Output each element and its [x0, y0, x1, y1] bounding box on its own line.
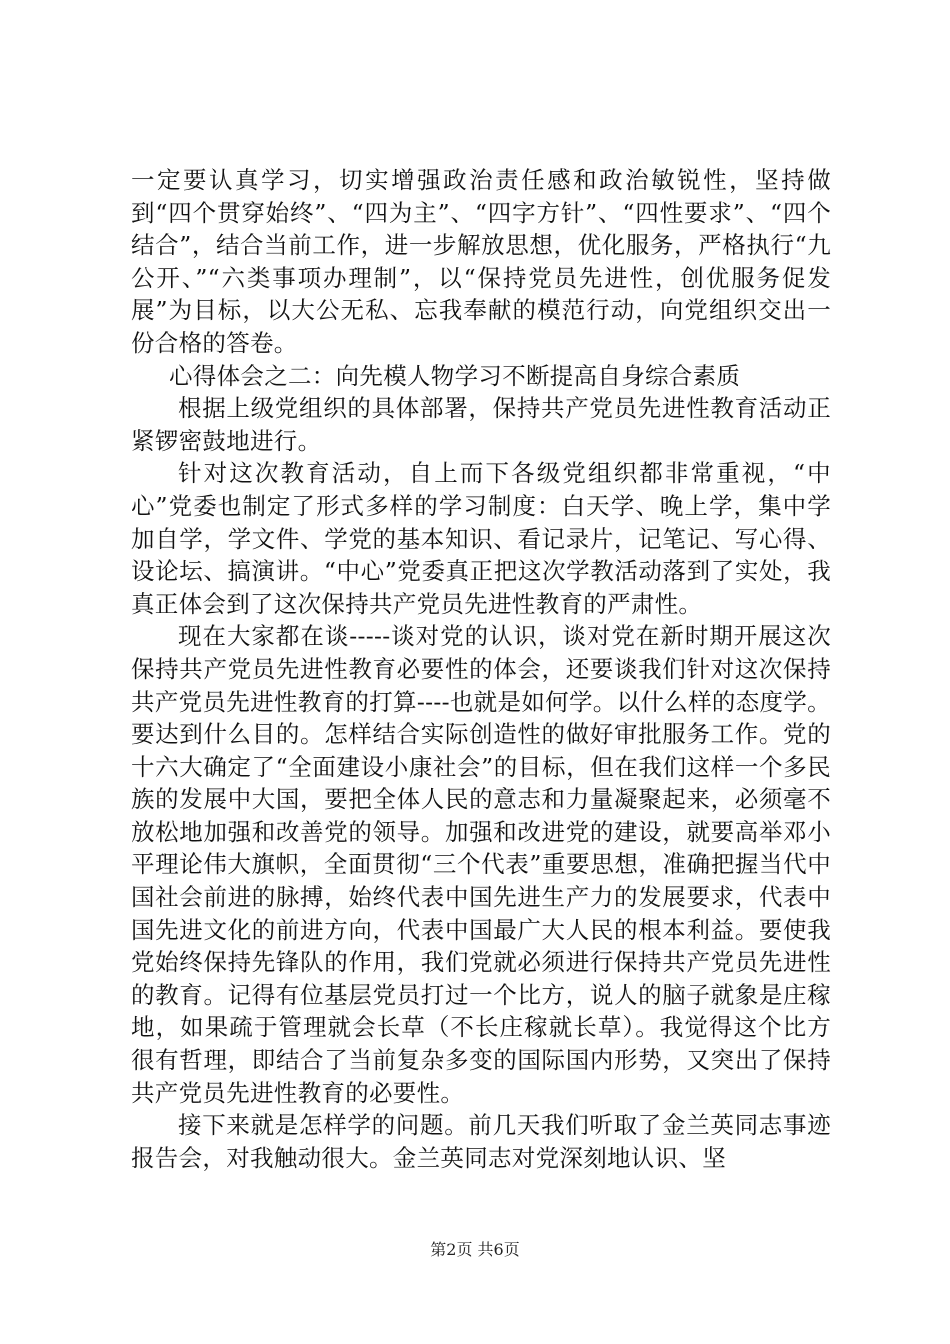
section-heading: 心得体会之二：向先模人物学习不断提高自身综合素质 [169, 361, 741, 390]
document-body [131, 164, 831, 1174]
page-number-footer: 第2页 共6页 [430, 1240, 520, 1259]
paragraph: 接下来就是怎样学的问题。前几天我们听取了金兰英同志事迹报告会，对我触动很大。金兰英同志对党深刻地认识、坚 [131, 1111, 831, 1172]
paragraph: 现在大家都在谈-----谈对党的认识，谈对党在新时期开展这次保持共产党员先进性教育必要性的体会，还要谈我们针对这次保持共产党员先进性教育的打算----也就是如何学。以什么样的态度学。要达到什么目的。怎样结合实际创造性的做好审批服务工作。党的十六大确定了“全面建设小康社会”的目标，但在我们这样一个多民族的发展中大国，要把全体人民的意志和力量凝聚起来，必须毫不放松地加强和改善党的领导。加强和改进党的建设，就要高举邓小平理论伟大旗帜，全面贯彻“三个代表”重要思想，准确把握当代中国社会前进的脉搏，始终代表中国先进生产力的发展要求，代表中国先进文化的前进方向，代表中国最广大人民的根本利益。要使我党始终保持先锋队的作用，我们党就必须进行保持共产党员先进性的教育。记得有位基层党员打过一个比方，说人的脑子就象是庄稼地，如果疏于管理就会长草（不长庄稼就长草）。我觉得这个比方很有哲理，即结合了当前复杂多变的国际国内形势，又突出了保持共产党员先进性教育的必要性。 [131, 622, 831, 1107]
paragraph: 根据上级党组织的具体部署，保持共产党员先进性教育活动正紧锣密鼓地进行。 [131, 394, 831, 455]
paragraph: 针对这次教育活动，自上而下各级党组织都非常重视，“中心”党委也制定了形式多样的学习制度：白天学、晚上学，集中学加自学，学文件、学党的基本知识、看记录片，记笔记、写心得、设论坛、搞演讲。“中心”党委真正把这次学教活动落到了实处，我真正体会到了这次保持共产党员先进性教育的严肃性。 [131, 459, 831, 618]
paragraph-continuation: 一定要认真学习，切实增强政治责任感和政治敏锐性，坚持做到“四个贯穿始终”、“四为主”、“四字方针”、“四性要求”、“四个结合”，结合当前工作，进一步解放思想，优化服务，严格执行“九公开、”“六类事项办理制”，以“保持党员先进性，创优服务促发展”为目标，以大公无私、忘我奉献的模范行动，向党组织交出一份合格的答卷。 [131, 166, 831, 357]
